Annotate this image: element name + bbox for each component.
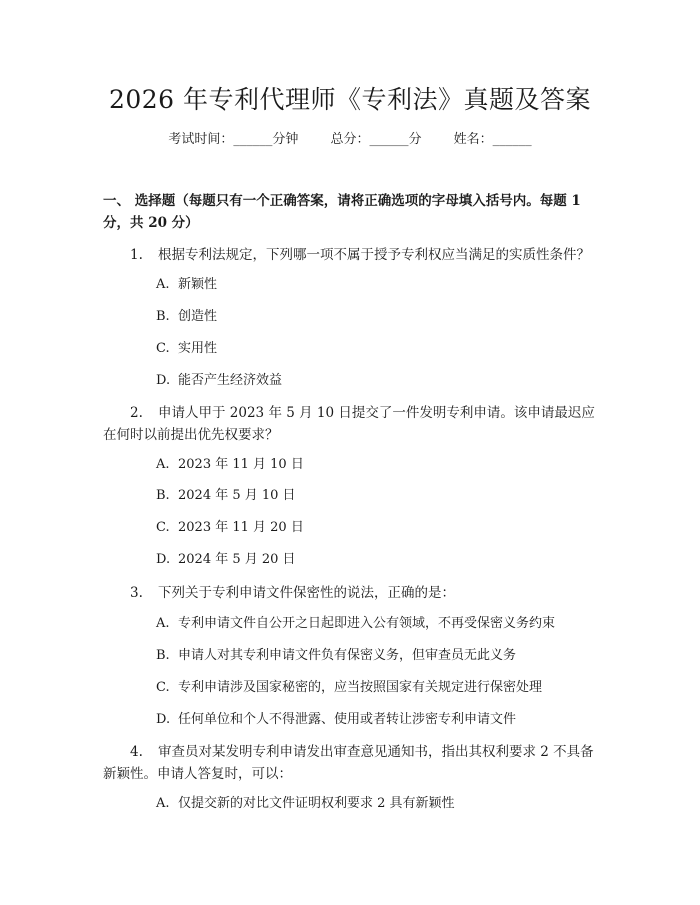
question-number: 2. [130, 405, 143, 421]
option-letter: B. [156, 488, 170, 503]
question-3 [130, 582, 600, 604]
option-text: 任何单位和个人不得泄露、使用或者转让涉密专利申请文件 [178, 712, 517, 727]
option-text: 专利申请涉及国家秘密的，应当按照国家有关规定进行保密处理 [178, 680, 543, 695]
option-2a [156, 455, 596, 475]
option-letter: B. [156, 648, 170, 663]
total-score-field: 总分：______分 [330, 132, 422, 147]
option-2b [156, 486, 596, 506]
exam-meta [0, 130, 700, 150]
question-text: 根据专利法规定，下列哪一项不属于授予专利权应当满足的实质性条件？ [158, 247, 590, 263]
option-text: 能否产生经济效益 [178, 373, 283, 388]
option-letter: B. [156, 309, 170, 324]
option-text: 2024 年 5 月 20 日 [178, 552, 296, 567]
option-text: 2023 年 11 月 20 日 [178, 520, 304, 535]
option-2c [156, 518, 596, 538]
option-letter: D. [156, 552, 171, 567]
name-field: 姓名：______ [453, 132, 532, 147]
option-4a [156, 794, 596, 814]
question-text: 申请人甲于 2023 年 5 月 10 日提交了一件发明专利申请。该申请最迟应在何时以前提出优先权要求？ [103, 405, 595, 443]
question-text: 下列关于专利申请文件保密性的说法，正确的是： [158, 585, 455, 601]
option-letter: C. [156, 680, 170, 695]
option-letter: A. [156, 277, 170, 292]
option-letter: C. [156, 520, 170, 535]
option-letter: D. [156, 373, 171, 388]
exam-time-field: 考试时间：______分钟 [168, 132, 299, 147]
option-1d [156, 371, 596, 391]
option-1a [156, 275, 596, 295]
option-text: 新颖性 [178, 277, 218, 292]
option-letter: A. [156, 796, 170, 811]
option-letter: A. [156, 616, 170, 631]
option-text: 2024 年 5 月 10 日 [178, 488, 296, 503]
option-text: 实用性 [178, 341, 218, 356]
option-text: 创造性 [178, 309, 218, 324]
question-2 [103, 402, 600, 446]
option-text: 仅提交新的对比文件证明权利要求 2 具有新颖性 [178, 796, 455, 811]
option-text: 申请人对其专利申请文件负有保密义务，但审查员无此义务 [178, 648, 517, 663]
question-1 [130, 244, 600, 266]
option-letter: D. [156, 712, 171, 727]
option-text: 2023 年 11 月 10 日 [178, 457, 304, 472]
option-1c [156, 339, 596, 359]
option-3a [156, 614, 596, 634]
option-1b [156, 307, 596, 327]
option-letter: C. [156, 341, 170, 356]
option-3c [156, 678, 596, 698]
exam-title: 2026 年专利代理师《专利法》真题及答案 [108, 85, 592, 114]
option-letter: A. [156, 457, 170, 472]
option-2d [156, 550, 596, 570]
question-4 [103, 741, 600, 785]
option-3d [156, 710, 596, 730]
question-number: 4. [130, 744, 143, 760]
option-3b [156, 646, 596, 666]
question-number: 1. [130, 247, 143, 263]
question-text: 审查员对某发明专利申请发出审查意见通知书，指出其权利要求 2 不具备新颖性。申请人答复时，可以： [103, 744, 594, 782]
section-heading: 一、 选择题（每题只有一个正确答案，请将正确选项的字母填入括号内。每题 1 分，共 20 分） [103, 193, 581, 231]
question-number: 3. [130, 585, 143, 601]
option-text: 专利申请文件自公开之日起即进入公有领域，不再受保密义务约束 [178, 616, 556, 631]
